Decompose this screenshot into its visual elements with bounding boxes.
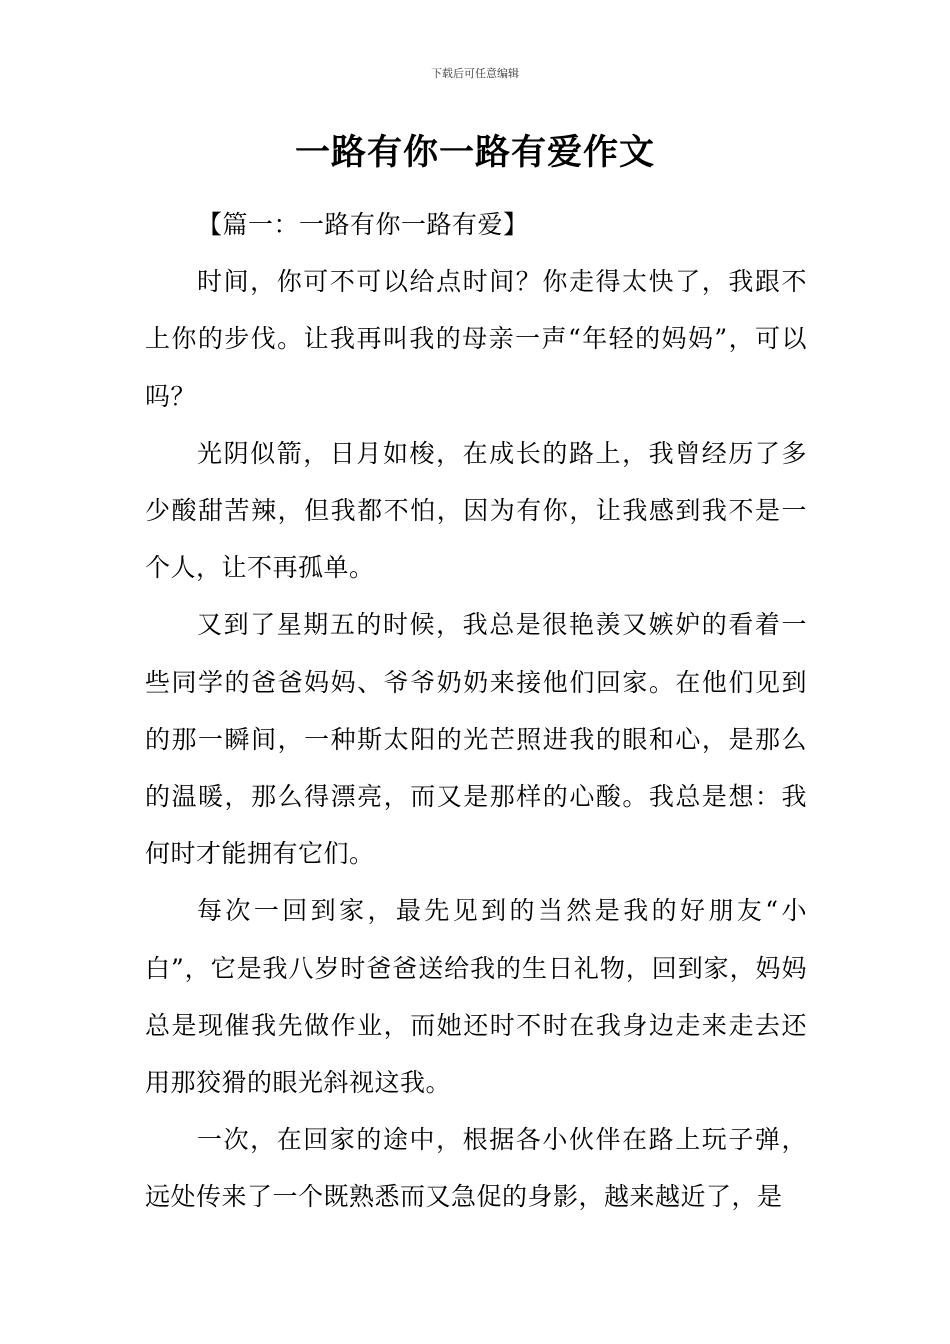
header-note: 下载后可任意编辑 [431, 67, 519, 80]
paragraph: 时间，你可不可以给点时间？你走得太快了，我跟不上你的步伐。让我再叫我的母亲一声“年轻的妈妈”，可以吗？ [145, 267, 807, 411]
document-body [145, 196, 807, 1226]
paragraph: 光阴似箭，日月如梭，在成长的路上，我曾经历了多少酸甜苦辣，但我都不怕，因为有你，让我感到我不是一个人，让不再孤单。 [145, 438, 807, 583]
paragraph: 每次一回到家，最先见到的当然是我的好朋友“小白”，它是我八岁时爸爸送给我的生日礼物，回到家，妈妈总是现催我先做作业，而她还时不时在我身边走来走去还用那狡猾的眼光斜视这我。 [145, 896, 807, 1098]
section-heading: 【篇一：一路有你一路有爱】 [197, 210, 529, 239]
paragraph: 又到了星期五的时候，我总是很艳羡又嫉妒的看着一些同学的爸爸妈妈、爷爷奶奶来接他们回家。在他们见到的那一瞬间，一种斯太阳的光芒照进我的眼和心，是那么的温暖，那么得漂亮，而又是那样的心酸。我总是想：我何时才能拥有它们。 [145, 610, 807, 869]
paragraph: 一次，在回家的途中，根据各小伙伴在路上玩子弹，远处传来了一个既熟悉而又急促的身影，越来越近了，是 [145, 1125, 807, 1212]
document-title: 一路有你一路有爱作文 [294, 133, 655, 173]
